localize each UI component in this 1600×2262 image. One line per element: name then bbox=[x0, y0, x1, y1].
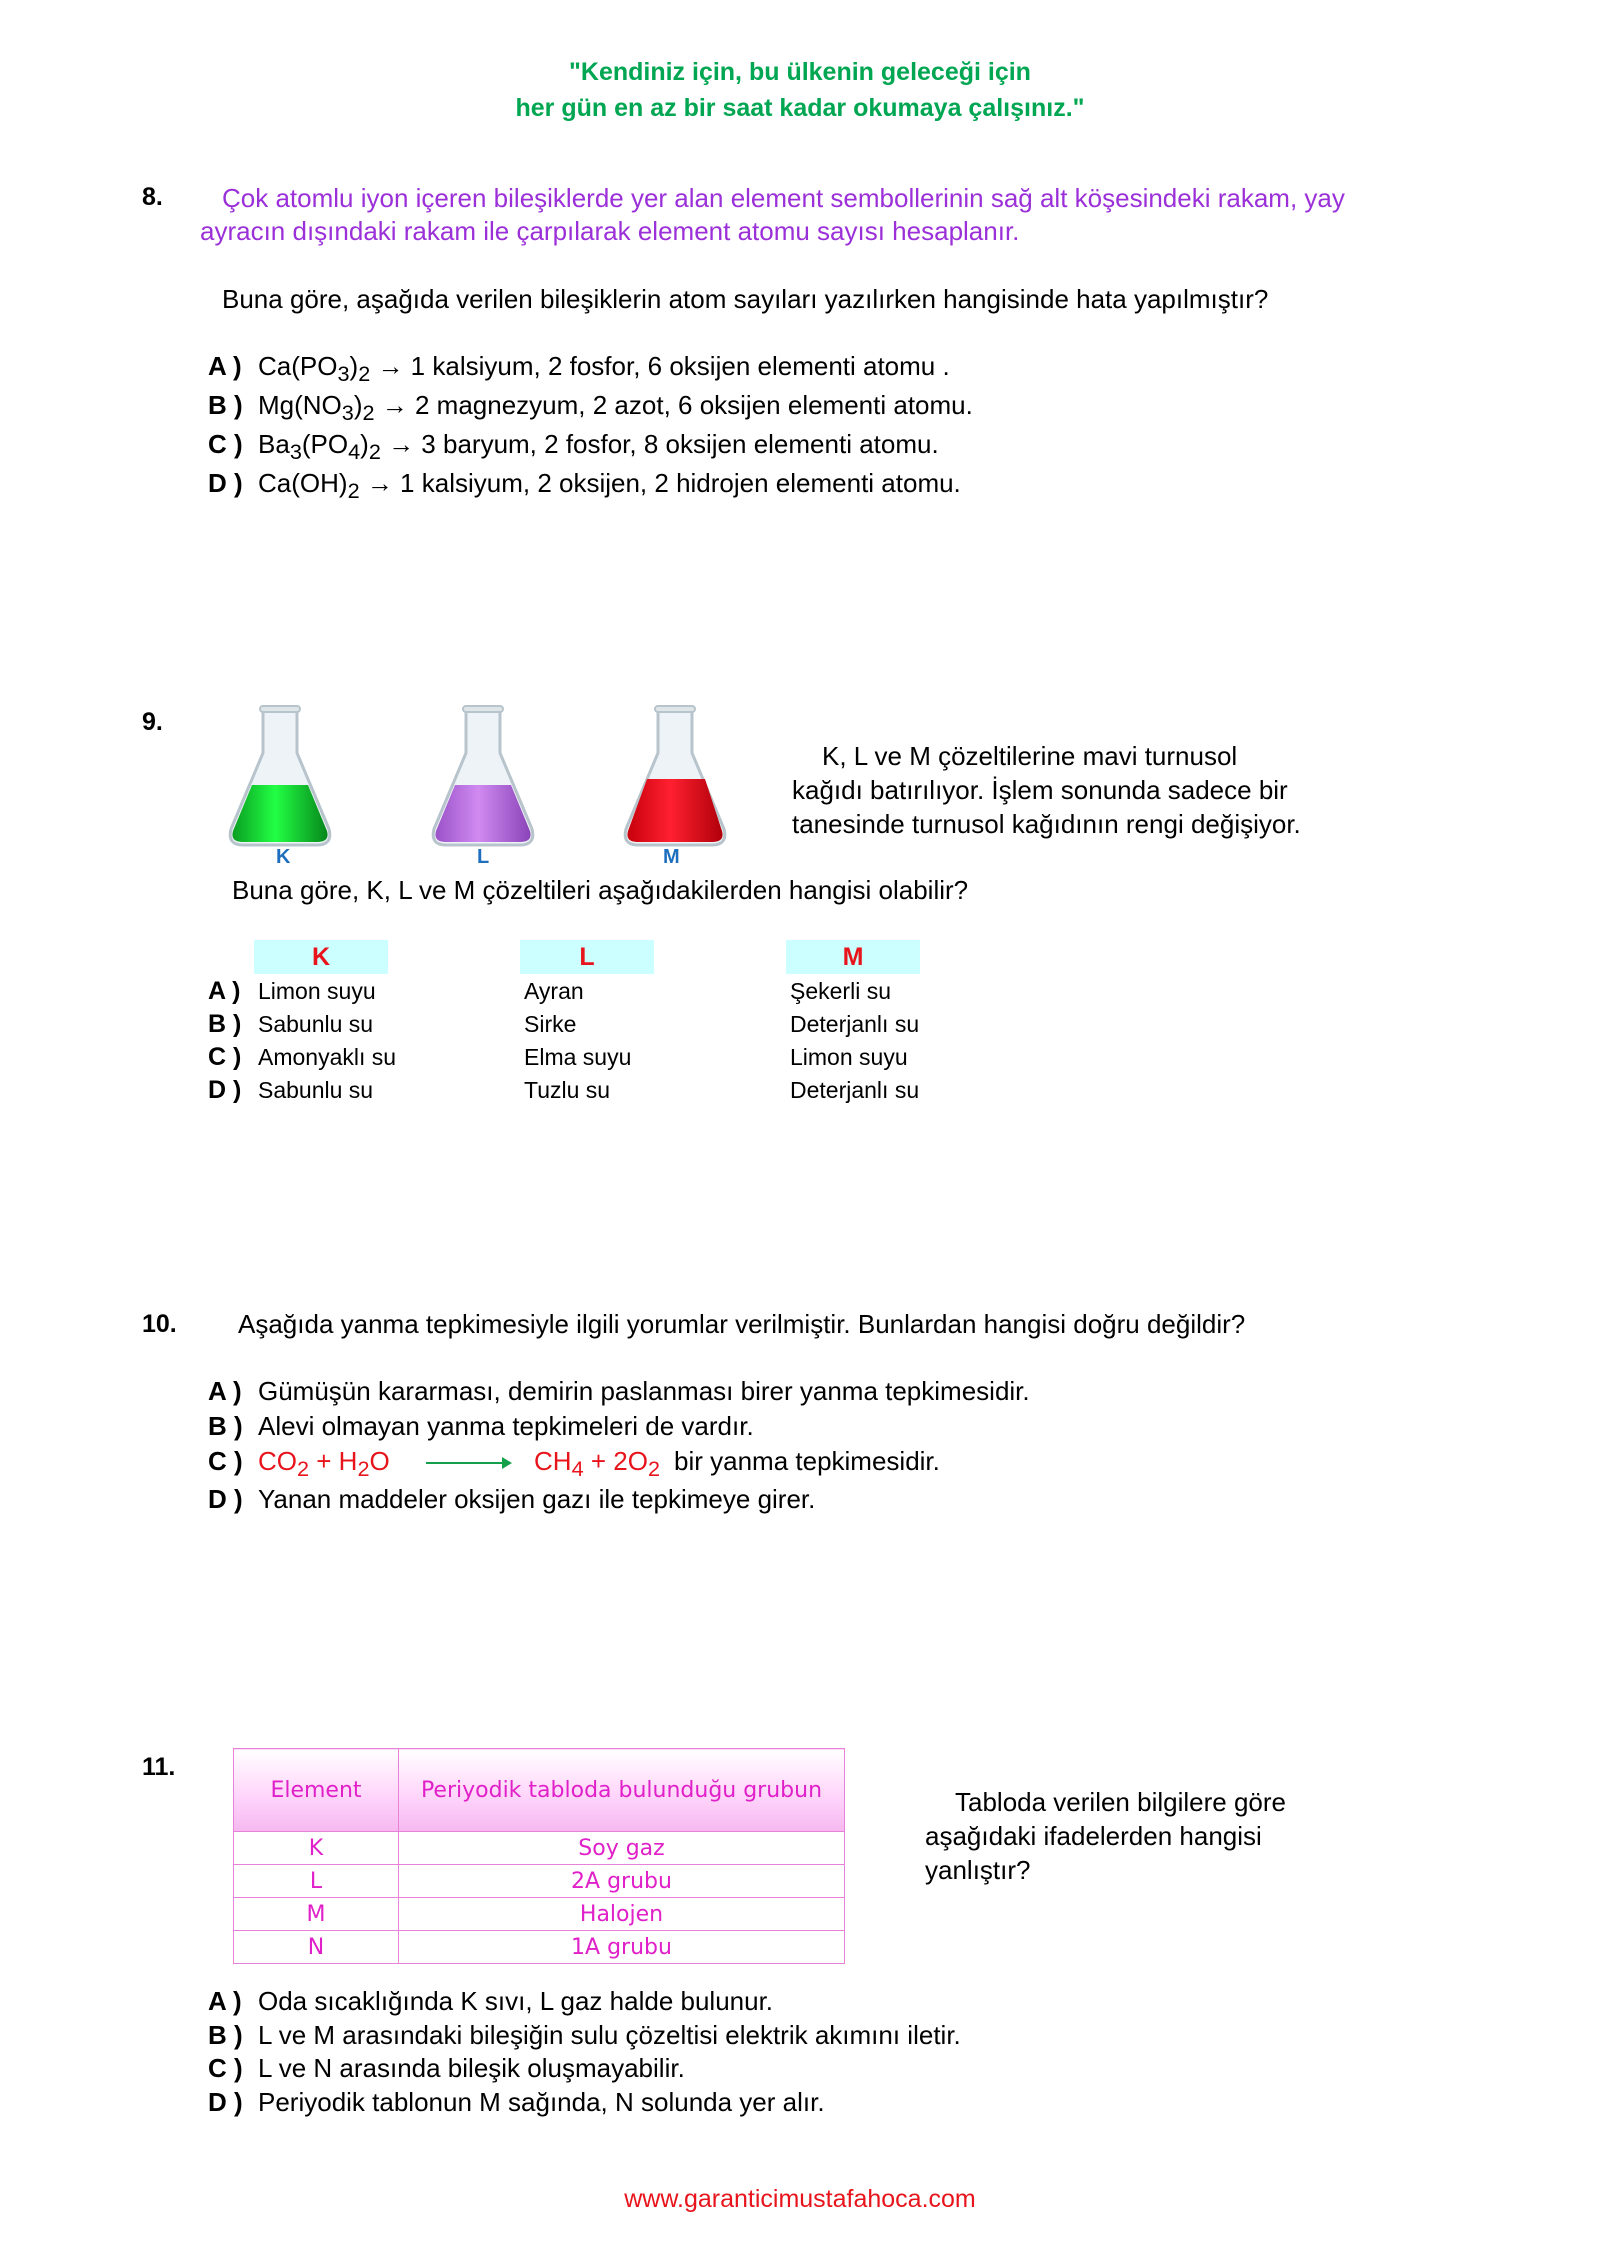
table-row: M Halojen bbox=[234, 1898, 845, 1931]
q10-question: Aşağıda yanma tepkimesiyle ilgili yorumlar verilmiştir. Bunlardan hangisi doğru değildir? bbox=[238, 1309, 1246, 1339]
flask-k-label: K bbox=[276, 846, 291, 868]
q11-side-line1: Tabloda verilen bilgilere göre bbox=[955, 1787, 1286, 1817]
q9-number: 9. bbox=[142, 708, 163, 736]
q9-column-m: M bbox=[786, 940, 920, 974]
q8-number: 8. bbox=[142, 183, 163, 211]
footer-website-link[interactable]: www.garanticimustafahoca.com bbox=[624, 2185, 976, 2213]
q8-text-line1: Çok atomlu iyon içeren bileşiklerde yer alan element sembollerinin sağ alt köşesindeki rakam, yay bbox=[222, 183, 1345, 213]
q10-option-d[interactable]: D ) Yanan maddeler oksijen gazı ile tepkimeye girer. bbox=[208, 1484, 816, 1514]
flask-l-label: L bbox=[477, 846, 490, 868]
reaction-arrow-icon bbox=[426, 1456, 512, 1470]
q9-side-line3: tanesinde turnusol kağıdının rengi değişiyor. bbox=[792, 809, 1301, 839]
q8-option-c[interactable]: C ) $Ba_3(PO_4)_2 \to 3$ baryum, 2 fosfor, 8 oksijen elementi atomu. bbox=[208, 429, 939, 465]
flask-k-icon bbox=[225, 705, 335, 850]
q9-option-b[interactable]: B ) Sabunlu su Sirke Deterjanlı su bbox=[208, 1010, 920, 1038]
q9-side-line2: kağıdı batırılıyor. İşlem sonunda sadece bir bbox=[792, 775, 1288, 805]
q9-side-line1: K, L ve M çözeltilerine mavi turnusol bbox=[822, 741, 1238, 771]
table-row: N 1A grubu bbox=[234, 1931, 845, 1964]
q8-text-line2: ayracın dışındaki rakam ile çarpılarak element atomu sayısı hesaplanır. bbox=[200, 216, 1020, 246]
table-header-element: Element bbox=[234, 1749, 399, 1832]
q11-option-a[interactable]: A ) Oda sıcaklığında K sıvı, L gaz halde bulunur. bbox=[208, 1986, 774, 2016]
q11-option-b[interactable]: B ) L ve M arasındaki bileşiğin sulu çözeltisi elektrik akımını iletir. bbox=[208, 2020, 961, 2050]
q11-number: 11. bbox=[142, 1753, 176, 1781]
q11-side-line2: aşağıdaki ifadelerden hangisi bbox=[925, 1821, 1262, 1851]
q10-option-a[interactable]: A ) Gümüşün kararması, demirin paslanması birer yanma tepkimesidir. bbox=[208, 1376, 1030, 1406]
option-letter: A ) bbox=[208, 351, 242, 381]
q11-side-line3: yanlıştır? bbox=[925, 1855, 1031, 1885]
element-group-table bbox=[233, 1748, 845, 1964]
q9-option-a[interactable]: A ) Limon suyu Ayran Şekerli su bbox=[208, 977, 891, 1005]
q9-question: Buna göre, K, L ve M çözeltileri aşağıdakilerden hangisi olabilir? bbox=[232, 875, 969, 905]
q11-option-c[interactable]: C ) L ve N arasında bileşik oluşmayabilir. bbox=[208, 2053, 685, 2083]
q9-column-l: L bbox=[520, 940, 654, 974]
q8-question: Buna göre, aşağıda verilen bileşiklerin atom sayıları yazılırken hangisinde hata yapılmıştır? bbox=[222, 284, 1269, 314]
q10-option-b[interactable]: B ) Alevi olmayan yanma tepkimeleri de vardır. bbox=[208, 1411, 754, 1441]
q8-option-b[interactable]: B ) $Mg(NO_3)_2 \to 2$ magnezyum, 2 azot, 6 oksijen elementi atomu. bbox=[208, 390, 973, 426]
header-quote-line1: "Kendiniz için, bu ülkenin geleceği için bbox=[569, 58, 1031, 86]
q8-option-d[interactable]: D ) $Ca(OH)_2 \to 1$ kalsiyum, 2 oksijen, 2 hidrojen elementi atomu. bbox=[208, 468, 961, 504]
q9-option-d[interactable]: D ) Sabunlu su Tuzlu su Deterjanlı su bbox=[208, 1076, 920, 1104]
option-letter: B ) bbox=[208, 390, 243, 420]
q10-option-c[interactable]: C ) $CO_2 + H_2O$ $CH_4 + 2O_2$ bir yanma tepkimesidir. bbox=[208, 1446, 940, 1482]
table-header-group: Periyodik tabloda bulunduğu grubun bbox=[399, 1749, 845, 1832]
table-row: K Soy gaz bbox=[234, 1832, 845, 1865]
header-quote-line2: her gün en az bir saat kadar okumaya çalışınız." bbox=[515, 94, 1085, 122]
flask-m-icon bbox=[620, 705, 730, 850]
option-letter: C ) bbox=[208, 429, 243, 459]
q9-column-k: K bbox=[254, 940, 388, 974]
q10-number: 10. bbox=[142, 1310, 177, 1338]
q9-option-c[interactable]: C ) Amonyaklı su Elma suyu Limon suyu bbox=[208, 1043, 908, 1071]
q8-option-a[interactable]: A ) $Ca(PO_3)_2 \to 1$ kalsiyum, 2 fosfor, 6 oksijen elementi atomu . bbox=[208, 351, 950, 387]
option-letter: D ) bbox=[208, 468, 243, 498]
flask-m-label: M bbox=[663, 846, 680, 868]
q11-option-d[interactable]: D ) Periyodik tablonun M sağında, N solunda yer alır. bbox=[208, 2087, 825, 2117]
flask-l-icon bbox=[428, 705, 538, 850]
table-row: L 2A grubu bbox=[234, 1865, 845, 1898]
